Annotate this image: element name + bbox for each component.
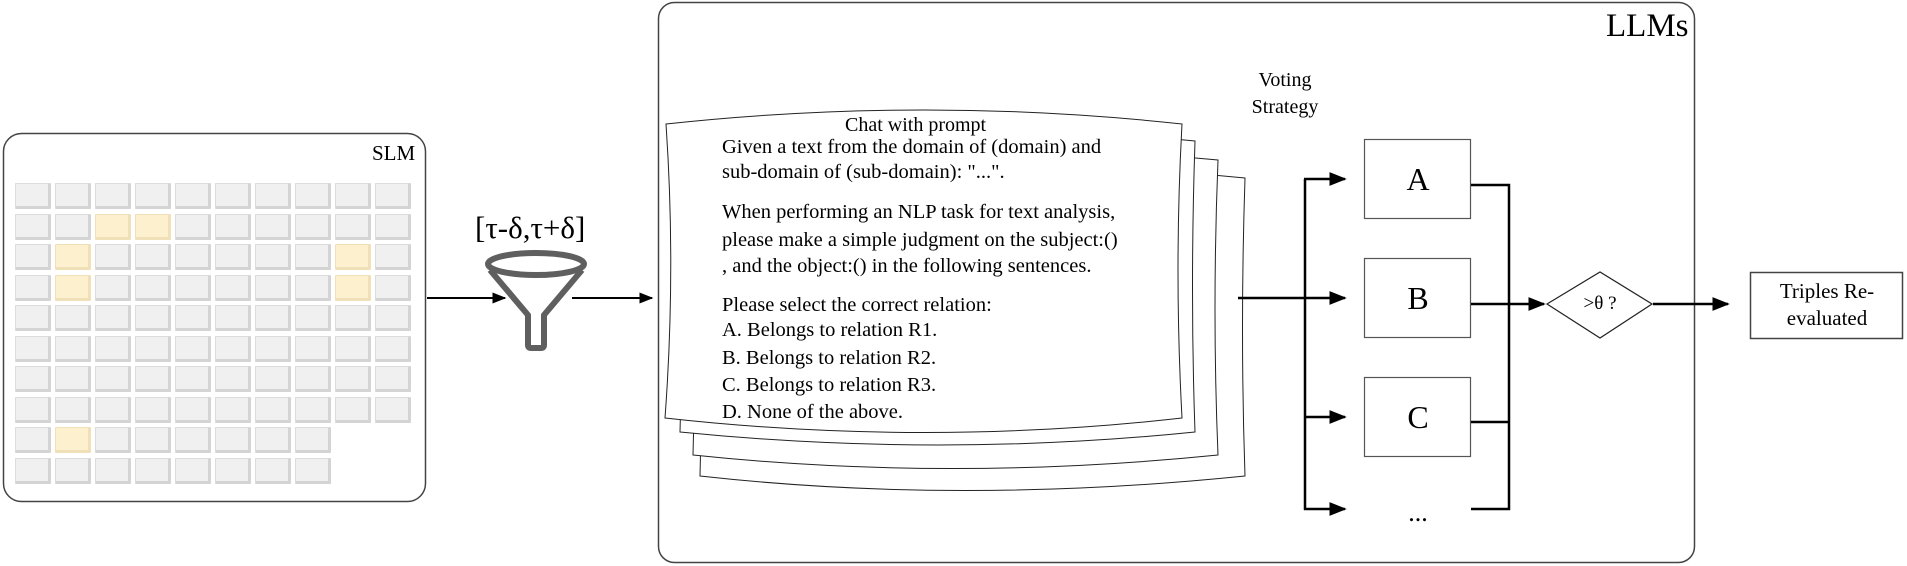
slm-cell <box>135 305 171 331</box>
prompt-line: please make a simple judgment on the subject:() <box>722 229 1118 251</box>
slm-cell <box>135 366 171 392</box>
slm-cell <box>295 427 331 453</box>
slm-cell <box>55 366 91 392</box>
prompt-line: Please select the correct relation: <box>722 294 992 316</box>
slm-cell <box>375 336 411 362</box>
slm-cell <box>175 397 211 423</box>
result-line1: Triples Re- <box>1779 279 1875 303</box>
slm-cell <box>295 244 331 270</box>
slm-cell <box>255 336 291 362</box>
decision-label: >θ ? <box>1583 293 1617 314</box>
slm-cell <box>295 397 331 423</box>
slm-cell <box>375 305 411 331</box>
slm-cell <box>135 275 171 301</box>
slm-cell <box>335 397 371 423</box>
voter-c-label: C <box>1407 399 1429 435</box>
slm-cell <box>175 214 211 240</box>
slm-cell <box>95 366 131 392</box>
slm-cell <box>255 214 291 240</box>
slm-cell <box>335 336 371 362</box>
slm-cell <box>255 275 291 301</box>
slm-cell <box>255 397 291 423</box>
slm-cell <box>175 427 211 453</box>
slm-cell <box>375 397 411 423</box>
slm-cell <box>215 336 251 362</box>
slm-cell <box>295 305 331 331</box>
prompt-option-d: D. None of the above. <box>722 401 904 423</box>
slm-cell <box>135 183 171 209</box>
slm-cell <box>55 214 91 240</box>
prompt-option-c: C. Belongs to relation R3. <box>722 374 937 396</box>
slm-cell <box>255 366 291 392</box>
voter-b-label: B <box>1407 280 1429 316</box>
slm-cell <box>175 458 211 484</box>
slm-cell <box>135 244 171 270</box>
result-label <box>1751 278 1903 332</box>
prompt-line: sub-domain of (sub-domain): "...". <box>722 161 1005 183</box>
slm-cell <box>175 366 211 392</box>
voter-a-label: A <box>1406 161 1430 197</box>
slm-cell <box>255 427 291 453</box>
slm-cell <box>375 183 411 209</box>
slm-cell <box>175 275 211 301</box>
slm-cell <box>375 275 411 301</box>
slm-cell <box>15 397 51 423</box>
slm-cell <box>95 244 131 270</box>
slm-cell <box>295 183 331 209</box>
slm-cell <box>175 183 211 209</box>
slm-cell <box>375 214 411 240</box>
slm-cell <box>295 366 331 392</box>
slm-cell <box>135 427 171 453</box>
slm-cell <box>335 214 371 240</box>
voting-label-line1: Voting <box>1258 69 1312 91</box>
slm-cell <box>135 397 171 423</box>
slm-cell <box>255 458 291 484</box>
slm-cell <box>215 427 251 453</box>
slm-cell <box>255 244 291 270</box>
slm-cell <box>15 305 51 331</box>
slm-cell <box>15 214 51 240</box>
slm-cell <box>95 183 131 209</box>
slm-cell <box>55 458 91 484</box>
slm-cell <box>215 183 251 209</box>
slm-cell <box>375 244 411 270</box>
slm-cell <box>55 397 91 423</box>
slm-cell <box>175 305 211 331</box>
prompt-option-b: B. Belongs to relation R2. <box>722 347 937 369</box>
slm-cell <box>175 244 211 270</box>
slm-cell <box>215 244 251 270</box>
slm-cell <box>215 366 251 392</box>
slm-cell <box>95 397 131 423</box>
slm-cell-highlighted <box>55 244 91 270</box>
slm-cell-highlighted <box>55 427 91 453</box>
slm-cell <box>55 305 91 331</box>
slm-cell <box>95 305 131 331</box>
slm-cell <box>295 275 331 301</box>
slm-cell <box>215 214 251 240</box>
slm-cell <box>295 458 331 484</box>
prompt-option-a: A. Belongs to relation R1. <box>722 319 938 341</box>
prompt-line: , and the object:() in the following sentences. <box>722 255 1092 277</box>
voting-strategy-label <box>1225 67 1345 121</box>
slm-cell <box>95 458 131 484</box>
slm-cell <box>55 336 91 362</box>
result-line2: evaluated <box>1786 306 1868 330</box>
voting-label-line2: Strategy <box>1251 96 1319 118</box>
prompt-line: Given a text from the domain of (domain) and <box>722 136 1102 158</box>
slm-cell <box>215 305 251 331</box>
slm-cell-highlighted <box>95 214 131 240</box>
slm-cell-highlighted <box>135 214 171 240</box>
slm-cell <box>255 305 291 331</box>
slm-cell <box>375 366 411 392</box>
slm-cell <box>335 366 371 392</box>
slm-cell <box>15 427 51 453</box>
slm-cell <box>335 183 371 209</box>
slm-cell <box>335 305 371 331</box>
llm-label: LLMs <box>1606 8 1689 44</box>
slm-cell <box>255 183 291 209</box>
funnel-icon <box>488 253 584 348</box>
slm-cell <box>135 458 171 484</box>
filter-range-label: [τ-δ,τ+δ] <box>475 210 586 245</box>
slm-cell-highlighted <box>335 244 371 270</box>
slm-cell <box>295 336 331 362</box>
slm-cell <box>215 397 251 423</box>
voter-more-label: ... <box>1408 498 1428 527</box>
slm-cell <box>15 244 51 270</box>
slm-cell <box>95 275 131 301</box>
slm-cell <box>175 336 211 362</box>
slm-cell-highlighted <box>55 275 91 301</box>
slm-cell <box>295 214 331 240</box>
slm-cell <box>15 366 51 392</box>
slm-cell <box>135 336 171 362</box>
slm-cell <box>15 458 51 484</box>
slm-cell <box>215 458 251 484</box>
prompt-line: When performing an NLP task for text analysis, <box>722 201 1116 223</box>
prompt-title: Chat with prompt <box>845 114 987 136</box>
slm-cell <box>95 336 131 362</box>
slm-cell <box>95 427 131 453</box>
slm-cell-highlighted <box>335 275 371 301</box>
slm-cell <box>15 336 51 362</box>
slm-label: SLM <box>372 141 416 165</box>
slm-cell <box>55 183 91 209</box>
slm-cell <box>15 183 51 209</box>
slm-cell <box>15 275 51 301</box>
slm-cell <box>215 275 251 301</box>
